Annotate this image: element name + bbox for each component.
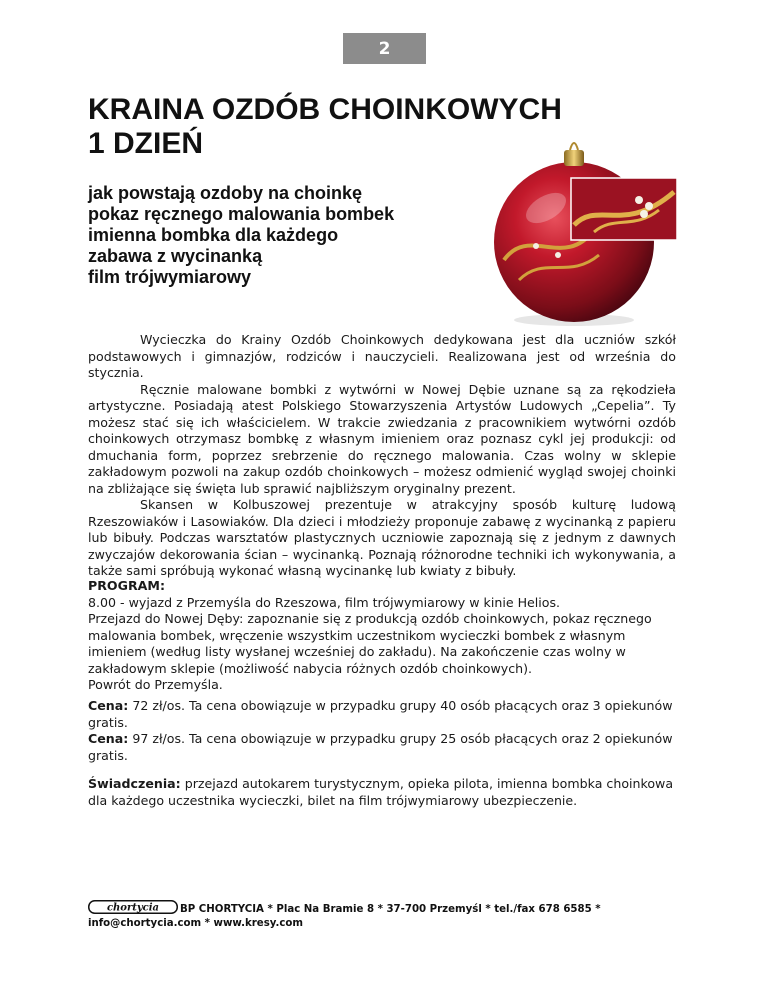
highlight-item: zabawa z wycinanką (88, 246, 263, 266)
services-text: przejazd autokarem turystycznym, opieka pilota, imienna bombka choinkowa dla każdego uczestnika wycieczki, bilet na film trójwymiarowy ubezpieczenie. (88, 776, 674, 808)
price-section (88, 698, 678, 764)
description (88, 332, 676, 580)
highlights-list (88, 183, 394, 288)
page-number: 2 (378, 38, 391, 59)
footer (88, 900, 688, 931)
price-label: Cena: (88, 731, 129, 746)
program-heading: PROGRAM: (88, 578, 165, 593)
logo-text: chortycia (106, 902, 160, 914)
description-paragraph: Ręcznie malowane bombki z wytwórni w Nowej Dębie uznane są za rękodzieła artystyczne. Posiadają atest Polskiego Stowarzyszenia Artystów Ludowych „Cepelia”. Ty możesz stać się ich właścicielem. W trakcie zwiedzania z pracownikiem wytwórni ozdób choinkowych otrzymasz bombkę z własnym imieniem oraz poznasz cykl jej produkcji: od dmuchania form, poprzez srebrzenie do ręcznego malowania. Czas wolny w sklepie zakładowym pozwoli na zakup ozdób choinkowych – możesz odmienić wygląd swojej choinki na zbliżające się święta lub sprawić najbliższym oryginalny prezent. (88, 381, 676, 496)
highlight-item: jak powstają ozdoby na choinkę (88, 183, 363, 203)
title-line-2: 1 DZIEŃ (88, 127, 204, 160)
program-line: 8.00 - wyjazd z Przemyśla do Rzeszowa, film trójwymiarowy w kinie Helios. (88, 594, 561, 610)
description-paragraph: Wycieczka do Krainy Ozdób Choinkowych dedykowana jest dla uczniów szkół podstawowych i gimnazjów, rodziców i nauczycieli. Realizowana jest od września do stycznia. (88, 332, 676, 380)
description-paragraph: Skansen w Kolbuszowej prezentuje w atrakcyjny sposób kulturę ludową Rzeszowiaków i Lasowiaków. Dla dzieci i młodzieży proponuje zabawę z wycinanką z papieru lub bibuły. Podczas warsztatów plastycznych uczniowie zapoznają się z jednym z dawnych zwyczajów dekorowania ścian – wycinanką. Poznają różnorodne techniki ich wykonywania, a także sami spróbują wykonać własną wycinankę lub kwiaty z bibuły. (88, 497, 676, 578)
price-text: 97 zł/os. Ta cena obowiązuje w przypadku grupy 25 osób płacących oraz 2 opiekunów gratis. (88, 731, 673, 763)
price-item (88, 698, 678, 731)
highlight-item: imienna bombka dla każdego (88, 225, 339, 245)
chortycia-logo (88, 900, 178, 914)
title-line-1: KRAINA OZDÓB CHOINKOWYCH (88, 93, 562, 126)
services-section (88, 776, 678, 809)
highlight-item: film trójwymiarowy (88, 267, 252, 287)
price-item (88, 731, 678, 764)
page-number-badge (343, 33, 426, 64)
christmas-bauble-image (474, 130, 677, 328)
price-label: Cena: (88, 698, 129, 713)
program-line: Przejazd do Nowej Dęby: zapoznanie się z produkcją ozdób choinkowych, pokaz ręcznego malowania bombek, wręczenie wszystkim uczestnikom wycieczki bombek z własnym imieniem (według listy wysłanej wcześniej do zakładu). Na zakończenie czas wolny w zakładowym sklepie (możliwość nabycia różnych ozdób choinkowych). (88, 611, 652, 676)
program-section (88, 578, 678, 694)
footer-contact: BP CHORTYCIA * Plac Na Bramie 8 * 37-700 Przemyśl * tel./fax 678 6585 * info@chortycia.com * www.kresy.com (88, 904, 601, 929)
price-text: 72 zł/os. Ta cena obowiązuje w przypadku grupy 40 osób płacących oraz 3 opiekunów gratis. (88, 698, 673, 730)
program-line: Powrót do Przemyśla. (88, 677, 223, 692)
services-label: Świadczenia: (88, 776, 181, 791)
highlight-item: pokaz ręcznego malowania bombek (88, 204, 395, 224)
